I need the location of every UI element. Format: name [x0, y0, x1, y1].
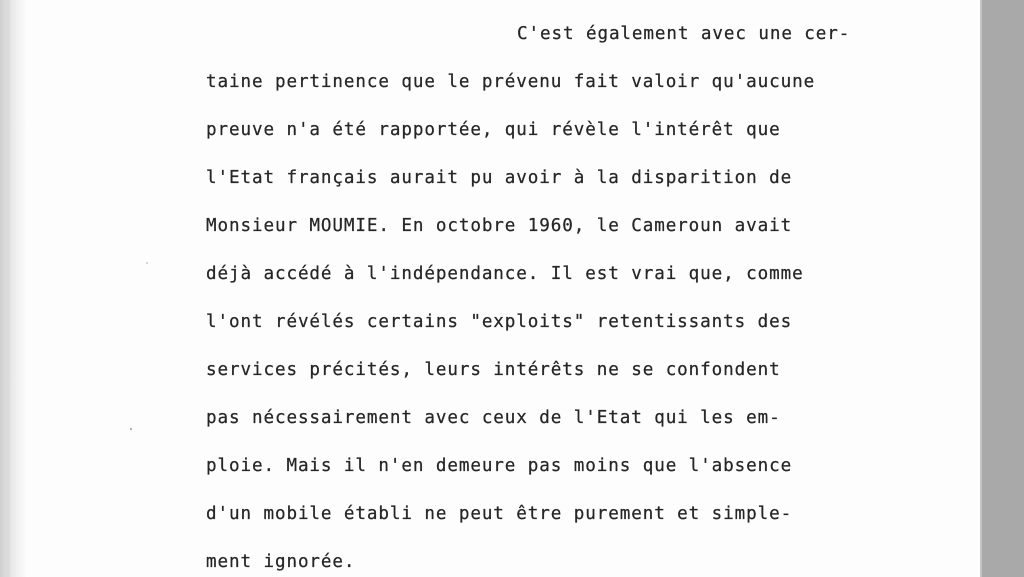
text-line: ment ignorée.: [206, 552, 356, 572]
text-line: l'ont révélés certains "exploits" retentissants des: [206, 312, 793, 332]
page-left-edge: [0, 0, 26, 577]
text-line: d'un mobile établi ne peut être purement et simple-: [206, 504, 793, 524]
text-line: Monsieur MOUMIE. En octobre 1960, le Cameroun avait: [206, 216, 793, 236]
text-line: taine pertinence que le prévenu fait valoir qu'aucune: [206, 72, 816, 92]
text-line: preuve n'a été rapportée, qui révèle l'intérêt que: [206, 120, 781, 140]
text-line: l'Etat français aurait pu avoir à la disparition de: [206, 168, 793, 188]
text-line: services précités, leurs intérêts ne se confondent: [206, 360, 781, 380]
scan-speck: [146, 262, 148, 264]
page-binding-shadow: [6, 0, 10, 577]
text-line: C'est également avec une cer-: [517, 24, 851, 44]
scan-speck: [130, 428, 132, 430]
text-line: pas nécessairement avec ceux de l'Etat qui les em-: [206, 408, 781, 428]
text-line: déjà accédé à l'indépendance. Il est vrai que, comme: [206, 264, 804, 284]
scan-background-margin: [980, 0, 1024, 577]
text-line: ploie. Mais il n'en demeure pas moins que l'absence: [206, 456, 793, 476]
document-page: [26, 0, 980, 577]
